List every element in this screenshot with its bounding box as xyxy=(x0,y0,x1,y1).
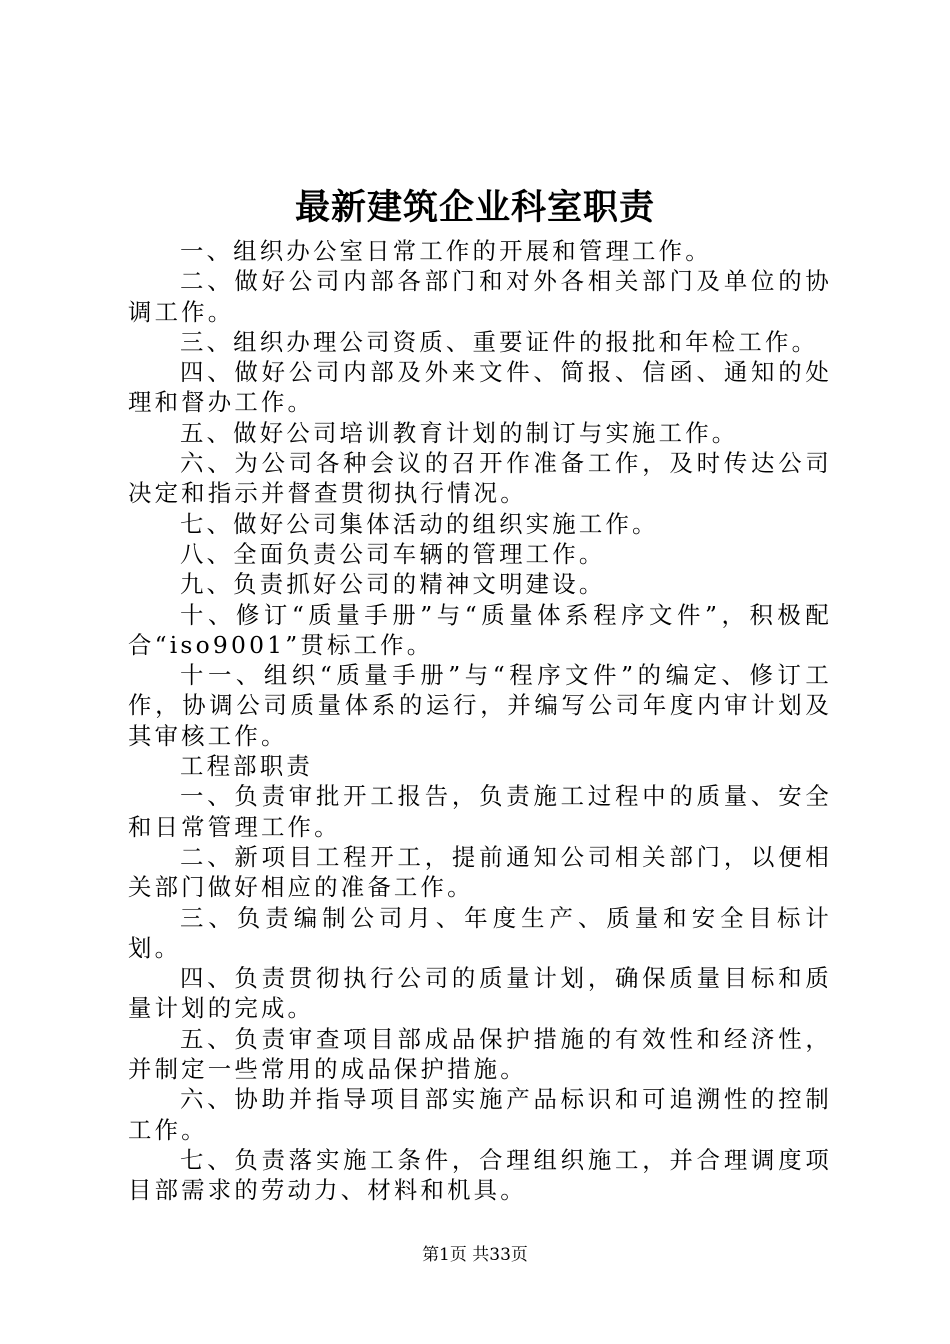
paragraph: 一、负责审批开工报告，负责施工过程中的质量、安全和日常管理工作。 xyxy=(128,782,832,841)
page-footer: 第1页 共33页 xyxy=(422,1245,528,1265)
paragraph: 四、负责贯彻执行公司的质量计划，确保质量目标和质量计划的完成。 xyxy=(128,964,832,1023)
paragraph: 四、做好公司内部及外来文件、简报、信函、通知的处理和督办工作。 xyxy=(128,358,832,417)
paragraph: 十、修订“质量手册”与“质量体系程序文件”，积极配合“iso9001”贯标工作。 xyxy=(128,600,832,659)
paragraph: 三、组织办理公司资质、重要证件的报批和年检工作。 xyxy=(180,327,819,356)
paragraph: 五、负责审查项目部成品保护措施的有效性和经济性，并制定一些常用的成品保护措施。 xyxy=(128,1024,832,1084)
paragraph: 八、全面负责公司车辆的管理工作。 xyxy=(180,539,606,568)
paragraph: 一、组织办公室日常工作的开展和管理工作。 xyxy=(180,237,712,265)
document-body xyxy=(128,236,832,1206)
paragraph: 二、做好公司内部各部门和对外各相关部门及单位的协调工作。 xyxy=(128,267,832,326)
paragraph: 九、负责抓好公司的精神文明建设。 xyxy=(180,570,606,599)
paragraph: 七、负责落实施工条件，合理组织施工，并合理调度项目部需求的劳动力、材料和机具。 xyxy=(128,1145,832,1205)
paragraph: 十一、组织“质量手册”与“程序文件”的编定、修订工作，协调公司质量体系的运行，并编写公司年度内审计划及其审核工作。 xyxy=(128,661,832,750)
paragraph: 六、协助并指导项目部实施产品标识和可追溯性的控制工作。 xyxy=(128,1085,832,1144)
document-title: 最新建筑企业科室职责 xyxy=(294,187,655,228)
paragraph: 七、做好公司集体活动的组织实施工作。 xyxy=(180,509,659,538)
paragraph: 二、新项目工程开工，提前通知公司相关部门，以便相关部门做好相应的准备工作。 xyxy=(128,842,832,902)
paragraph: 五、做好公司培训教育计划的制订与实施工作。 xyxy=(180,418,739,447)
paragraph: 六、为公司各种会议的召开作准备工作，及时传达公司决定和指示并督查贯彻执行情况。 xyxy=(128,449,832,508)
paragraph: 三、负责编制公司月、年度生产、质量和安全目标计划。 xyxy=(128,903,832,962)
section-heading: 工程部职责 xyxy=(180,752,313,781)
